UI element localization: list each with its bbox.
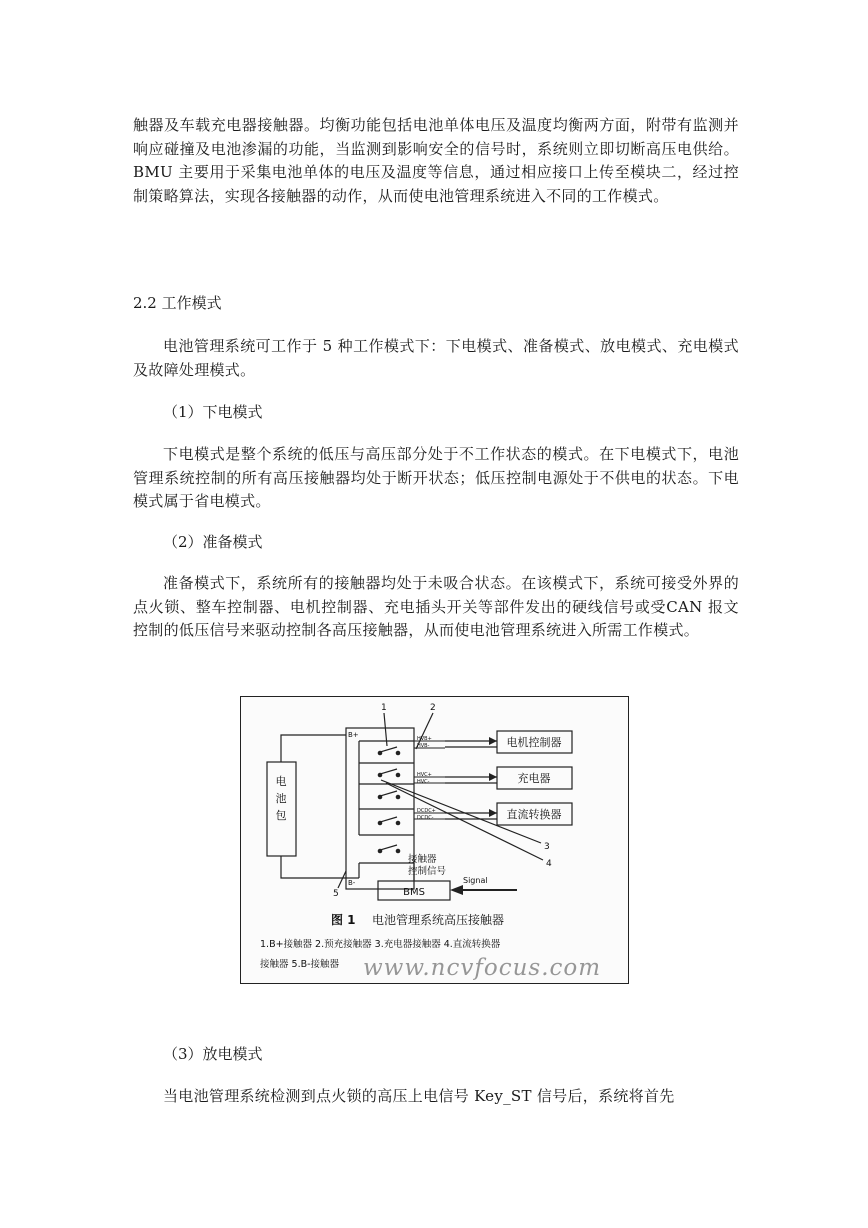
watermark-text: www.ncvfocus.com: [363, 955, 602, 981]
switch-precharge: [380, 769, 397, 774]
figure-caption-number: 图 1: [331, 913, 356, 927]
paragraph-ready-mode: 准备模式下，系统所有的接触器均处于未吸合状态。在该模式下，系统可接受外界的点火锁、整车控制器、电机控制器、充电插头开关等部件发出的硬线信号或受CAN 报文控制的低压信号来驱动控制各高压接触器，从而使电池管理系统进入所需工作模式。: [133, 574, 739, 640]
callout-3: 3: [544, 842, 550, 852]
callout-1: 1: [381, 703, 387, 713]
contactor-diagram: [241, 697, 628, 983]
motor-controller-label: 电机控制器: [506, 736, 562, 749]
terminal-dcdc-plus: DCDC+: [417, 808, 436, 814]
callout-5: 5: [333, 889, 339, 899]
terminal-b-minus: B-: [348, 879, 356, 887]
paragraph-contactor-intro: 触器及车载充电器接触器。均衡功能包括电池单体电压及温度均衡两方面，附带有监测并响应碰撞及电池渗漏的功能，当监测到影响安全的信号时，系统则立即切断高压电供给。BMU 主要用于采集电池单体的电压及温度等信息，通过相应接口上传至模块二，经过控制策略算法，实现各接触器的动作，从而使电池管理系统进入不同的工作模式。: [133, 116, 739, 205]
section-heading-work-modes: 2.2 工作模式: [133, 294, 222, 312]
subheading-ready-mode: （2）准备模式: [163, 533, 263, 551]
switch-b-plus: [380, 747, 397, 752]
subheading-discharge-mode: （3）放电模式: [163, 1045, 263, 1063]
terminal-hvc-plus: HVC+: [417, 772, 432, 778]
figure-legend-line-2: 接触器 5.B-接触器: [260, 959, 340, 970]
bms-label: BMS: [403, 887, 425, 898]
callout-4: 4: [546, 859, 552, 869]
terminal-hvc-minus: HVC-: [417, 779, 430, 785]
charger-label: 充电器: [517, 772, 551, 785]
battery-label-2: 池: [275, 792, 287, 805]
figure-caption-title: 电池管理系统高压接触器: [372, 913, 505, 927]
terminal-hvb-plus: HVB+: [417, 736, 432, 742]
switch-charger: [380, 791, 397, 796]
paragraph-discharge-mode: 当电池管理系统检测到点火锁的高压上电信号 Key_ST 信号后，系统将首先: [163, 1087, 675, 1105]
signal-label: Signal: [463, 876, 488, 885]
terminal-hvb-minus: HVB-: [417, 743, 430, 749]
paragraph-five-modes: 电池管理系统可工作于 5 种工作模式下：下电模式、准备模式、放电模式、充电模式及故障处理模式。: [133, 337, 739, 379]
figure-legend-line-1: 1.B+接触器 2.预充接触器 3.充电器接触器 4.直流转换器: [260, 939, 501, 950]
switch-b-minus: [380, 845, 397, 850]
figure-high-voltage-contactors: [240, 696, 629, 984]
battery-label-1: 电: [275, 775, 287, 788]
switch-dcdc: [380, 817, 397, 822]
battery-label-3: 包: [275, 809, 287, 822]
callout-2: 2: [430, 703, 436, 713]
paragraph-power-off-mode: 下电模式是整个系统的低压与高压部分处于不工作状态的模式。在下电模式下，电池管理系统控制的所有高压接触器均处于断开状态；低压控制电源处于不供电的状态。下电模式属于省电模式。: [133, 445, 739, 511]
terminal-dcdc-minus: DCDC-: [417, 815, 434, 821]
control-label-signal: 控制信号: [408, 866, 447, 877]
control-label-contactor: 接触器: [408, 854, 437, 865]
subheading-power-off-mode: （1）下电模式: [163, 403, 263, 421]
terminal-b-plus: B+: [348, 731, 359, 739]
dcdc-converter-label: 直流转换器: [506, 808, 562, 821]
